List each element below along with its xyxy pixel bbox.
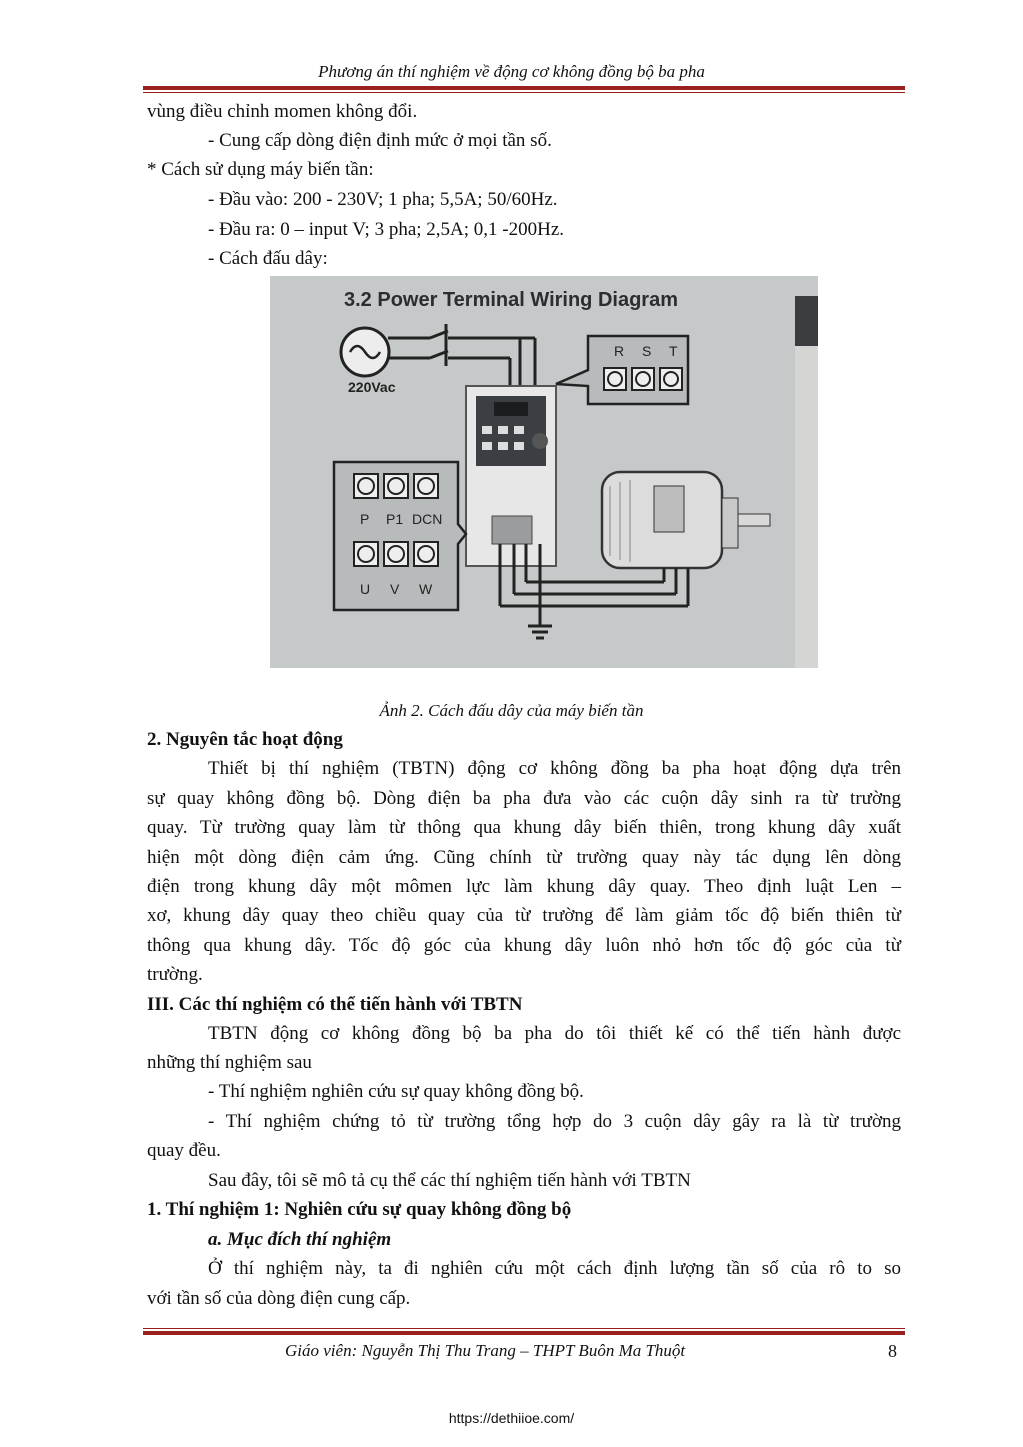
paragraph-line: những thí nghiệm sau — [147, 1052, 312, 1073]
terminal-v-label: V — [390, 581, 400, 597]
paragraph-line: Ở thí nghiệm này, ta đi nghiên cứu một cách định lượng tần số của rô to so — [208, 1258, 901, 1279]
wiring-diagram-photo — [270, 276, 818, 668]
paragraph-line: xơ, khung dây quay theo chiều quay của từ trường để làm giảm tốc độ biến thiên từ — [147, 905, 901, 926]
footer-teacher: Giáo viên: Nguyễn Thị Thu Trang – THPT Buôn Ma Thuột — [285, 1341, 686, 1360]
source-url[interactable]: https://dethiioe.com/ — [448, 1410, 575, 1426]
header-rule — [143, 86, 905, 93]
paragraph-line: điện trong khung dây một mômen lực làm khung dây quay. Theo định luật Len – — [147, 876, 901, 897]
terminal-dcn-label: DCN — [412, 511, 443, 527]
bullet-item: - Thí nghiệm chứng tỏ từ trường tổng hợp do 3 cuộn dây gây ra là từ trường — [208, 1111, 901, 1132]
terminal-t-label: T — [669, 343, 678, 359]
paragraph-line: Thiết bị thí nghiệm (TBTN) động cơ không đồng ba pha hoạt động dựa trên — [208, 758, 901, 779]
subsection-heading: a. Mục đích thí nghiệm — [208, 1229, 392, 1250]
section-heading: 1. Thí nghiệm 1: Nghiên cứu sự quay không đồng bộ — [147, 1199, 572, 1220]
bullet-item: - Đầu vào: 200 - 230V; 1 pha; 5,5A; 50/60Hz. — [208, 189, 558, 210]
terminal-r-label: R — [614, 343, 625, 359]
terminal-u-label: U — [360, 581, 371, 597]
terminal-p-label: P — [360, 511, 370, 527]
page-number: 8 — [888, 1341, 897, 1361]
text-line: vùng điều chỉnh momen không đổi. — [147, 101, 418, 122]
bullet-item: - Thí nghiệm nghiên cứu sự quay không đồng bộ. — [208, 1081, 584, 1102]
paragraph-line: quay đều. — [147, 1140, 221, 1161]
paragraph-line: hiện một dòng điện cảm ứng. Cũng chính từ trường quay này tác dụng lên dòng — [147, 847, 901, 868]
paragraph-line: Sau đây, tôi sẽ mô tả cụ thể các thí nghiệm tiến hành với TBTN — [208, 1170, 691, 1191]
bullet-item: - Cách đấu dây: — [208, 248, 328, 269]
footer-rule — [143, 1328, 905, 1335]
figure-caption: Ảnh 2. Cách đấu dây của máy biến tần — [379, 701, 644, 720]
terminal-p1-label: P1 — [386, 511, 404, 527]
paragraph-line: quay. Từ trường quay làm từ thông qua khung dây biến thiên, trong khung dây xuất — [147, 817, 901, 838]
paragraph-line: TBTN động cơ không đồng bộ ba pha do tôi thiết kế có thể tiến hành được — [208, 1023, 901, 1044]
paragraph-line: trường. — [147, 964, 203, 985]
paragraph-line: sự quay không đồng bộ. Dòng điện ba pha đưa vào các cuộn dây sinh ra từ trường — [147, 788, 901, 809]
bullet-item: - Cung cấp dòng điện định mức ở mọi tần số. — [208, 130, 552, 151]
paragraph-line: thông qua khung dây. Tốc độ góc của khung dây luôn nhỏ hơn tốc độ góc của từ — [147, 935, 901, 956]
terminal-s-label: S — [642, 343, 652, 359]
bullet-item: - Đầu ra: 0 – input V; 3 pha; 2,5A; 0,1 -200Hz. — [208, 219, 565, 240]
paragraph-line: với tần số của dòng điện cung cấp. — [147, 1288, 411, 1309]
section-heading: 2. Nguyên tắc hoạt động — [147, 729, 343, 750]
page-header-title: Phương án thí nghiệm về động cơ không đồng bộ ba pha — [318, 62, 705, 81]
terminal-w-label: W — [419, 581, 433, 597]
figure-title: 3.2 Power Terminal Wiring Diagram — [344, 289, 678, 311]
section-label: * Cách sử dụng máy biến tần: — [147, 159, 374, 180]
section-heading: III. Các thí nghiệm có thể tiến hành với TBTN — [147, 994, 523, 1015]
source-label: 220Vac — [348, 379, 396, 395]
